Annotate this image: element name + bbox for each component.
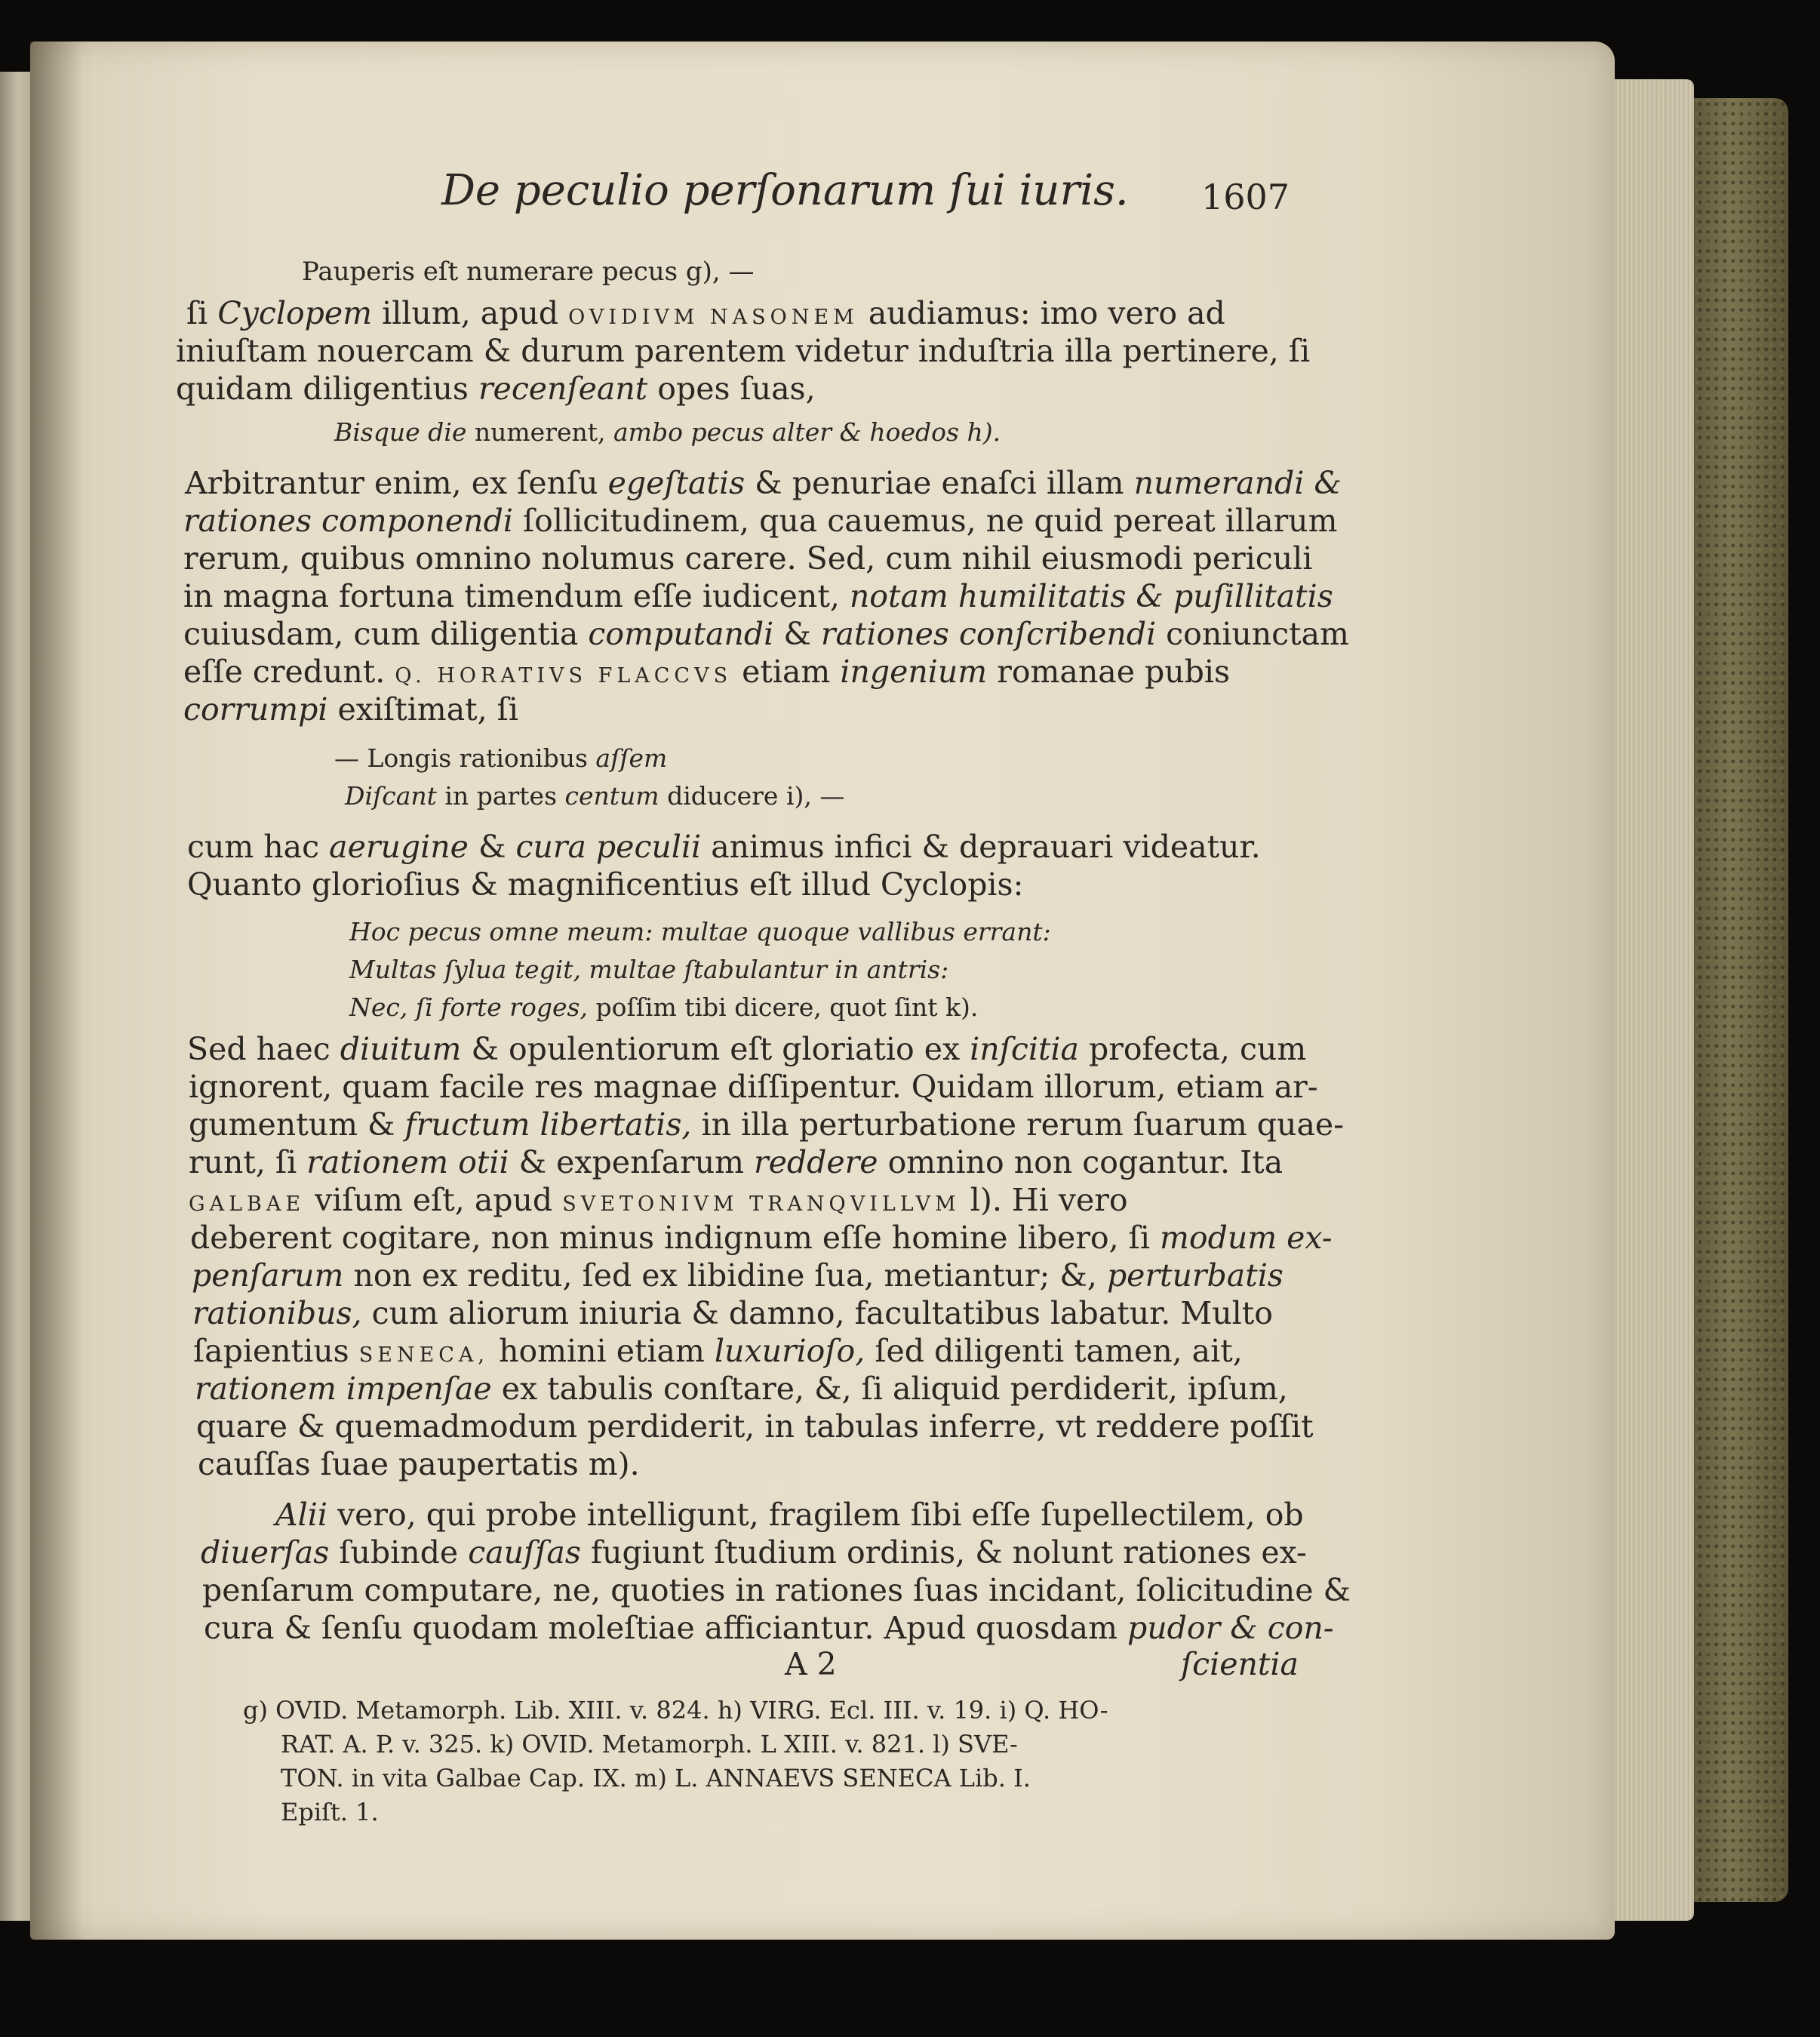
text-line: diuerſas ſubinde cauſſas fugiunt ſtudium ordinis, & nolunt rationes ex- [201, 1534, 1307, 1571]
verse-line: Nec, ſi forte roges, poſſim tibi dicere, quot ſint k). [349, 992, 979, 1022]
text-line: GALBAE viſum eſt, apud SVETONIVM TRANQVILLVM l). Hi vero [189, 1182, 1128, 1218]
page-block-edges [1615, 79, 1694, 1921]
text-line: Alii vero, qui probe intelligunt, fragilem ſibi eſſe ſupellectilem, ob [275, 1497, 1304, 1533]
text-line: runt, ſi rationem otii & expenſarum reddere omnino non cogantur. Ita [189, 1144, 1284, 1180]
cover-board [1694, 98, 1788, 1902]
text-line: ſapientius SENECA, homini etiam luxurioſo, ſed diligenti tamen, ait, [193, 1333, 1243, 1369]
page-number: 1607 [1201, 177, 1290, 217]
page-gutter-shadow [30, 42, 83, 1940]
text-line: corrumpi exiſtimat, ſi [183, 691, 518, 728]
text-line: cum hac aerugine & cura peculii animus infici & deprauari videatur. [187, 829, 1261, 865]
text-line: deberent cogitare, non minus indignum eſſe homine libero, ſi modum ex- [190, 1220, 1333, 1256]
text-line: rationes componendi ſollicitudinem, qua cauemus, ne quid pereat illarum [183, 503, 1338, 539]
text-line: Sed haec diuitum & opulentiorum eſt gloriatio ex inſcitia profecta, cum [187, 1031, 1307, 1067]
text-line: rationem impenſae ex tabulis conſtare, &, ſi aliquid perdiderit, ipſum, [195, 1371, 1288, 1407]
text-line: iniuſtam nouercam & durum parentem videtur induſtria illa pertinere, ſi [176, 333, 1311, 369]
text-line: penſarum computare, ne, quoties in rationes ſuas incidant, ſolicitudine & [202, 1572, 1351, 1608]
footnote-line: RAT. A. P. v. 325. k) OVID. Metamorph. L XIII. v. 821. l) SVE- [281, 1730, 1018, 1759]
verse-line: Bisque die numerent, ambo pecus alter & hoedos h). [334, 417, 1001, 447]
text-line: rerum, quibus omnino nolumus carere. Sed, cum nihil eiusmodi periculi [183, 540, 1313, 577]
text-line: eſſe credunt. Q. HORATIVS FLACCVS etiam ingenium romanae pubis [183, 654, 1231, 690]
footnote-line: TON. in vita Galbae Cap. IX. m) L. ANNAEVS SENECA Lib. I. [281, 1764, 1031, 1792]
text-line: cuiusdam, cum diligentia computandi & rationes conſcribendi coniunctam [183, 616, 1349, 652]
text-line: Quanto glorioſius & magnificentius eſt illud Cyclopis: [187, 866, 1024, 903]
verse-line: Hoc pecus omne meum: multae quoque vallibus errant: [349, 917, 1051, 946]
text-line: Arbitrantur enim, ex ſenſu egeſtatis & penuriae enaſci illam numerandi & [185, 465, 1342, 501]
verse-line: — Longis rationibus aſſem [334, 743, 668, 773]
verse-line: Pauperis eſt numerare pecus g), — [302, 257, 755, 287]
text-line: cura & ſenſu quodam moleſtiae afficiantur. Apud quosdam pudor & con- [204, 1610, 1334, 1646]
text-line: cauſſas ſuae paupertatis m). [198, 1446, 640, 1482]
previous-page-edge [0, 72, 30, 1921]
catchword: ſcientia [1181, 1646, 1299, 1682]
footnote-line: g) OVID. Metamorph. Lib. XIII. v. 824. h) VIRG. Ecl. III. v. 19. i) Q. HO- [243, 1696, 1108, 1725]
text-line: quidam diligentius recenſeant opes ſuas, [176, 371, 816, 407]
running-title: De peculio perſonarum ſui iuris. [441, 166, 1129, 215]
verse-line: Diſcant in partes centum diducere i), — [345, 781, 845, 811]
text-line: in magna fortuna timendum eſſe iudicent, notam humilitatis & puſillitatis [183, 578, 1333, 614]
text-line: ignorent, quam facile res magnae diſſipentur. Quidam illorum, etiam ar- [189, 1069, 1318, 1105]
text-line: ſi Cyclopem illum, apud OVIDIVM NASONEM audiamus: imo vero ad [186, 295, 1225, 331]
verse-line: Multas ſylua tegit, multae ſtabulantur in antris: [349, 955, 949, 984]
text-line: gumentum & fructum libertatis, in illa perturbatione rerum ſuarum quae- [189, 1106, 1345, 1143]
text-line: penſarum non ex reditu, ſed ex libidine ſua, metiantur; &, perturbatis [192, 1257, 1284, 1294]
text-line: quare & quemadmodum perdiderit, in tabulas inferre, vt reddere poſſit [196, 1408, 1314, 1445]
text-line: rationibus, cum aliorum iniuria & damno, facultatibus labatur. Multo [192, 1295, 1273, 1331]
footnote-line: Epiſt. 1. [281, 1798, 379, 1826]
signature-mark: A 2 [785, 1646, 837, 1682]
